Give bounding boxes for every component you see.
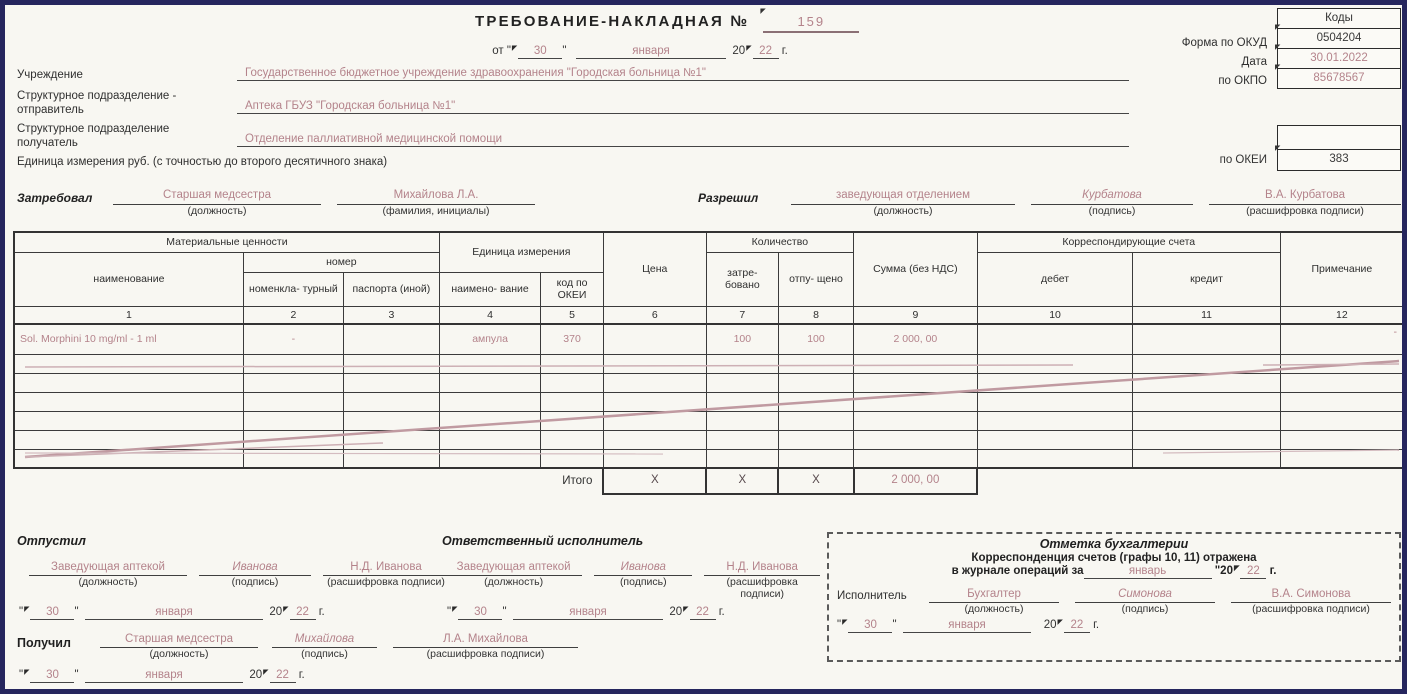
empty-cell [603,430,706,449]
empty-cell [243,392,343,411]
row-price [603,324,706,354]
col-number: 1 [14,306,243,324]
document-title: ТРЕБОВАНИЕ-НАКЛАДНАЯ № [475,13,750,30]
executor-name-field [1231,586,1391,616]
header-note: Примечание [1280,232,1404,306]
accounting-line2 [837,565,1391,579]
empty-cell [1280,430,1404,449]
empty-cell [1133,430,1280,449]
empty-cell [778,354,853,373]
document-number: 159 [797,14,826,29]
empty-cell [343,373,439,392]
header-passport: паспорта (иной) [343,272,439,306]
received-signature-field [272,631,377,661]
empty-cell [778,449,853,468]
row-okei: 370 [541,324,604,354]
allowed-signature-field [1031,189,1193,218]
empty-cell [778,430,853,449]
executor-name: В.А. Симонова [1231,586,1391,603]
released-signature: Иванова [199,546,311,576]
allowed-by-label: Разрешил [698,191,759,205]
date-day: 30 [30,669,74,683]
corner-mark-icon: ◤ [24,606,30,613]
date-month: января [513,606,663,620]
signature-caption: (подпись) [1088,205,1136,217]
journal-month: январь [1084,565,1212,579]
date-year-suffix: г. [1093,618,1100,631]
released-signature-field [199,546,311,589]
empty-cell [977,373,1133,392]
date-month: января [85,606,263,620]
empty-cell [1133,411,1280,430]
responsible-label: Ответственный исполнитель [442,534,644,548]
col-number: 7 [706,306,778,324]
responsible-signature-field [594,546,692,600]
empty-cell [1280,449,1404,468]
transcript-caption: (расшифровка подписи) [1252,603,1370,615]
header-qty-requested: затре- бовано [706,252,778,306]
requested-by-label: Затребовал [17,191,93,205]
position-caption: (должность) [78,576,138,588]
header-quantity: Количество [706,232,853,252]
corner-mark-icon: ◤ [760,8,766,15]
header-price: Цена [603,232,706,306]
executor-position: Бухгалтер [929,586,1059,603]
accounting-block [827,532,1401,662]
okud-value-cell [1275,24,1401,49]
requested-position-field [113,189,321,218]
okei-label: по ОКЕИ [1219,154,1267,166]
empty-cell [603,411,706,430]
signature-caption: (подпись) [301,648,348,660]
date-month: января [576,45,726,59]
position-caption: (должность) [873,205,933,217]
corner-mark-icon: ◤ [1275,44,1281,51]
empty-cell [977,392,1133,411]
header-corr-accounts: Корреспондирующие счета [977,232,1280,252]
date-century: 20 [1043,618,1057,631]
empty-cell [706,354,778,373]
header-name: наименование [14,252,243,306]
released-by-label: Отпустил [17,534,86,548]
empty-cell [541,354,604,373]
received-date-row [19,669,305,683]
empty-cell [541,373,604,392]
date-month: января [903,619,1031,633]
empty-cell [439,354,540,373]
col-number: 6 [603,306,706,324]
date-century: 20 [269,606,283,618]
allowed-position-field [791,189,1015,218]
date-year: 22 [1240,565,1266,579]
col-number: 9 [854,306,978,324]
okpo-label: по ОКПО [1218,75,1267,87]
corner-mark-icon: ◤ [263,669,269,676]
empty-cell [1133,392,1280,411]
responsible-position-field [445,546,582,600]
receiver-label-line1: Структурное подразделение [17,123,170,135]
row-name: Sol. Morphini 10 mg/ml - 1 ml [14,324,243,354]
col-number: 11 [1133,306,1280,324]
empty-cell [14,373,243,392]
accounting-line1: Корреспонденция счетов (графы 10, 11) отражена [971,552,1257,564]
corner-mark-icon: ◤ [1275,145,1281,152]
allowed-name: В.А. Курбатова [1209,189,1401,205]
empty-cell [706,430,778,449]
position-caption: (должность) [964,603,1024,615]
accounting-date-row [837,619,1391,633]
received-signature: Михайлова [272,631,377,648]
date-year: 22 [290,606,316,620]
date-day: 30 [848,619,892,633]
empty-cell [439,430,540,449]
empty-cell [854,373,978,392]
empty-cell [706,449,778,468]
total-label: Итого [562,474,593,487]
responsible-position: Заведующая аптекой [445,546,582,576]
okud-label: Форма по ОКУД [1181,37,1267,49]
released-name: Н.Д. Иванова [323,546,449,576]
empty-cell [343,411,439,430]
date-century: 20 [732,45,746,57]
date-year-suffix: г. [781,45,788,57]
row-requested: 100 [706,324,778,354]
quote-mark: " [447,606,452,618]
empty-cell [243,354,343,373]
date-month: января [85,669,243,683]
measure-unit-label: Единица измерения руб. (с точностью до второго десятичного знака) [17,156,388,168]
empty-cell [343,354,439,373]
released-position: Заведующая аптекой [29,546,187,576]
header-nomenclature: номенкла- турный [243,272,343,306]
released-position-field [29,546,187,589]
row-nomenclature: - [243,324,343,354]
allowed-name-field [1209,189,1401,218]
empty-cell [541,392,604,411]
document-number-field [760,8,859,33]
empty-cell [977,411,1133,430]
date-year: 22 [753,45,779,59]
col-number: 2 [243,306,343,324]
empty-cell [439,373,540,392]
transcript-caption: (расшифровка подписи) [426,648,545,660]
empty-cell [603,373,706,392]
quote-mark: " [892,618,897,631]
col-number: 8 [778,306,853,324]
okpo-value-cell [1275,64,1401,89]
quote-mark: " [19,606,24,618]
header-unit-name: наимено- вание [439,272,540,306]
date-year-suffix: г. [1269,565,1277,577]
empty-cell [706,373,778,392]
empty-cell [1280,411,1404,430]
empty-cell [603,449,706,468]
col-number: 12 [1280,306,1404,324]
empty-cell [243,411,343,430]
empty-cell [1133,373,1280,392]
signature-caption: (подпись) [231,576,279,588]
empty-cell [1133,449,1280,468]
codes-header-cell: Коды [1277,8,1401,29]
okei-value: 383 [1329,153,1349,165]
responsible-signature: Иванова [594,546,692,576]
empty-cell [14,392,243,411]
col-number: 5 [541,306,604,324]
corner-mark-icon: ◤ [1233,565,1240,572]
journal-prefix: в журнале операций за [951,565,1084,577]
date-day: 30 [30,606,74,620]
empty-cell [778,392,853,411]
allowed-position: заведующая отделением [791,189,1015,205]
date-year-suffix: г. [318,606,325,618]
date-year: 22 [270,669,296,683]
header-okei-code: код по ОКЕИ [541,272,604,306]
empty-cell [603,392,706,411]
empty-cell [541,449,604,468]
date-century: 20 [669,606,683,618]
row-passport [343,324,439,354]
document-title-row [475,8,859,33]
empty-cell [1280,373,1404,392]
row-unit: ампула [439,324,540,354]
responsible-name: Н.Д. Иванова [704,546,820,576]
requested-name: Михайлова Л.А. [337,189,535,205]
col-number: 4 [439,306,540,324]
corner-mark-icon: ◤ [683,606,689,613]
header-unit: Единица измерения [439,232,603,272]
transcript-caption: (расшифровка подписи) [1246,205,1364,217]
institution-label: Учреждение [17,69,83,81]
date-label: Дата [1241,56,1267,68]
total-sum: 2 000, 00 [854,468,978,494]
empty-cell [854,392,978,411]
empty-cell [778,373,853,392]
header-debit: дебет [977,252,1133,306]
date-century: 20 [249,669,263,681]
empty-cell [14,430,243,449]
empty-cell [854,430,978,449]
date-year: 22 [690,606,716,620]
empty-cell [854,354,978,373]
signature-caption: (подпись) [1121,603,1169,615]
total-spacer [977,468,1404,494]
sender-label [17,90,176,118]
corner-mark-icon: ◤ [452,606,458,613]
responsible-signatures [445,546,820,600]
released-date-row [19,606,325,620]
released-name-field [323,546,449,589]
corner-mark-icon: ◤ [842,618,848,626]
executor-label: Исполнитель [837,589,907,602]
empty-cell [343,449,439,468]
empty-cell [854,411,978,430]
sender-label-line2: отправитель [17,103,84,116]
quote-mark: " [502,606,507,618]
empty-cell [541,411,604,430]
header-qty-released: отпу- щено [778,252,853,306]
row-released: 100 [778,324,853,354]
transcript-caption: (расшифровка подписи) [726,576,798,600]
codes-labels [1005,34,1267,91]
sender-label-line1: Структурное подразделение - [17,90,177,102]
sender-value: Аптека ГБУЗ "Городская больница №1" [237,100,1129,114]
receiver-label [17,123,169,151]
empty-cell [977,354,1133,373]
empty-cell [706,392,778,411]
released-by-signatures [29,546,449,589]
goods-table [13,231,1405,495]
empty-cell [14,449,243,468]
quote-mark: " [1214,565,1221,577]
empty-cell [1280,354,1404,373]
okpo-value: 85678567 [1313,72,1365,84]
total-released: Х [778,468,853,494]
received-name-field [393,631,578,661]
name-initials-caption: (фамилия, инициалы) [382,205,490,217]
receiver-value: Отделение паллиативной медицинской помощи [237,133,1129,147]
header-sum: Сумма (без НДС) [854,232,978,306]
date-day: 30 [518,45,562,59]
receiver-label-line2: получатель [17,136,78,149]
header-number: номер [243,252,439,272]
empty-cell [343,392,439,411]
date-day: 30 [458,606,502,620]
empty-cell [854,449,978,468]
empty-cell [603,354,706,373]
codes-box [1277,8,1401,89]
received-position: Старшая медсестра [100,631,258,648]
total-price: Х [603,468,706,494]
position-caption: (должность) [149,648,209,660]
executor-signature-field [1075,586,1215,616]
corner-mark-icon: ◤ [511,45,518,52]
date-century: 20 [1220,565,1233,577]
corner-mark-icon: ◤ [1275,64,1281,71]
institution-value: Государственное бюджетное учреждение здравоохранения "Городская больница №1" [237,67,1129,81]
quote-mark: " [74,669,79,681]
row-debit [977,324,1133,354]
col-number: 3 [343,306,439,324]
date-year-suffix: г. [718,606,725,618]
empty-cell [977,449,1133,468]
quote-mark: " [74,606,79,618]
received-position-field [100,631,258,661]
responsible-date-row [447,606,725,620]
executor-position-field [929,586,1059,616]
corner-mark-icon: ◤ [1275,24,1281,31]
corner-mark-icon: ◤ [1057,618,1063,626]
row-credit [1133,324,1280,354]
empty-cell [778,411,853,430]
corner-mark-icon: ◤ [24,669,30,676]
empty-cell [243,373,343,392]
empty-cell [541,430,604,449]
executor-row [837,586,1391,616]
signature-caption: (подпись) [619,576,667,588]
okei-value-cell [1275,145,1401,171]
empty-cell [343,430,439,449]
empty-cell [439,449,540,468]
date-year: 22 [1064,619,1090,633]
received-by-signatures [100,631,580,661]
quote-mark: " [506,45,511,57]
empty-cell [977,430,1133,449]
col-number: 10 [977,306,1133,324]
received-by-label: Получил [17,636,71,650]
date-year-suffix: г. [298,669,305,681]
allowed-signature: Курбатова [1031,189,1193,205]
empty-cell [439,392,540,411]
corner-mark-icon: ◤ [746,45,752,52]
responsible-name-field [704,546,820,600]
accounting-title: Отметка бухгалтерии [1039,537,1189,551]
okud-value: 0504204 [1316,32,1362,44]
date-value-cell [1275,44,1401,69]
row-sum: 2 000, 00 [854,324,978,354]
empty-cell [243,430,343,449]
empty-cell [439,411,540,430]
empty-cell [706,411,778,430]
total-requested: Х [706,468,778,494]
position-caption: (должность) [187,205,247,217]
document-date-row [425,45,855,59]
corner-mark-icon: ◤ [283,606,289,613]
empty-cell [14,411,243,430]
empty-cell [243,449,343,468]
empty-cell [14,354,243,373]
date-value: 30.01.2022 [1310,52,1368,64]
header-credit: кредит [1133,252,1280,306]
quote-mark: " [562,45,567,57]
transcript-caption: (расшифровка подписи) [327,576,445,588]
requested-name-field [337,189,535,218]
quote-mark: " [19,669,24,681]
empty-cell [1133,354,1280,373]
requested-position: Старшая медсестра [113,189,321,205]
received-name: Л.А. Михайлова [393,631,578,648]
quote-mark: " [837,618,842,631]
executor-signature: Симонова [1075,586,1215,603]
empty-code-cell [1277,125,1401,150]
row-note: - [1280,324,1404,354]
position-caption: (должность) [484,576,544,588]
header-material-values: Материальные ценности [14,232,439,252]
date-from-label: от [492,45,504,57]
empty-cell [1280,392,1404,411]
